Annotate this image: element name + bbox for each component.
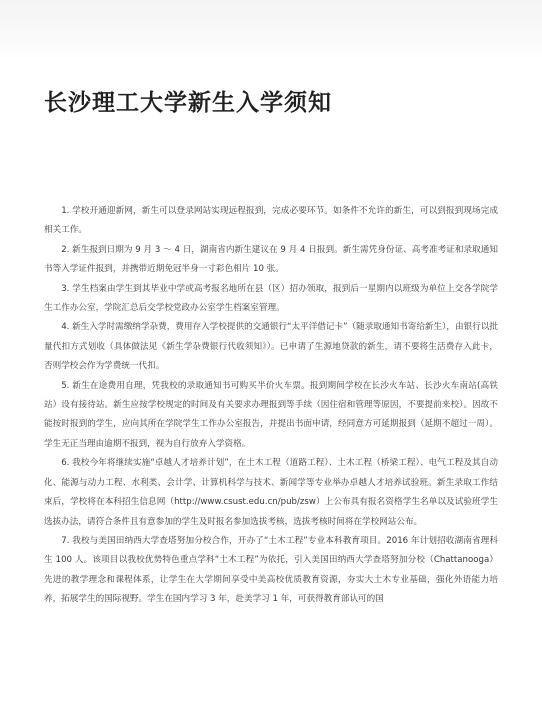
header-band: [0, 0, 542, 62]
notice-item-6: 6. 我校今年将继续实施“卓越人才培养计划”，在土木工程（道路工程）、土木工程（桥梁工程）、电气工程及其自动化、能源与动力工程、水利类、会计学、计算机科学与技术、新闻学等专业举办卓越人才培养试验班。新生录取工作结束后，学校将在本科招生信息网（http://www.csust.edu.cn/pub/zsw）上公布具有报名资格学生名单以及试验班学生选拔办法，请符合条件且有意参加的学生及时报名参加选拔考核，选拔考核时间将在学校网站公布。: [44, 458, 498, 527]
notice-item-1: 1. 学校开通迎新网，新生可以登录网站实现远程报到，完成必要环节。如条件不允许的新生，可以到报到现场完成相关工作。: [44, 206, 498, 236]
notice-body: [44, 202, 498, 610]
notice-item-7: 7. 我校与美国田纳西大学查塔努加分校合作，开办了“土木工程”专业本科教育项目。2016 年计划招收湖南省理科生 100 人。该项目以我校优势特色重点学科“土木工程”为依托，引入美国田纳西大学查塔努加分校（Chattanooga）先进的教学理念和课程体系，让学生在大学期间享受中美高校优质教育资源，夯实大土木专业基础，强化外语能力培养，拓展学生的国际视野。学生在国内学习 3 年，赴美学习 1 年，可获得教育部认可的国: [44, 535, 498, 605]
notice-item-4: 4. 新生入学时需缴纳学杂费，费用存入学校提供的交通银行“太平洋借记卡”（随录取通知书寄给新生），由银行以批量代扣方式划收（具体做法见《新生学杂费银行代收须知》）。已申请了生源地贷款的新生，请不要将生活费存入此卡，否则学校会作为学费统一代扣。: [44, 322, 498, 372]
notice-item-5: 5. 新生在途费用自理，凭我校的录取通知书可购买半价火车票。报到期间学校在长沙火车站、长沙火车南站(高铁站）设有接待站。新生应按学校规定的时间及有关要求办理报到等手续（因住宿和管理等原因，不要提前来校）。因故不能按时报到的学生，应向其所在学院学生工作办公室报告，并提出书面申请，经同意方可延期报到（延期不超过一周）。学生无正当理由逾期不报到，视为自行放弃入学资格。: [44, 380, 498, 449]
notice-item-2: 2. 新生报到日期为 9 月 3 ～ 4 日，湖南省内新生建议在 9 月 4 日报到。新生需凭身份证、高考准考证和录取通知书等入学证件报到，并携带近期免冠半身一寸彩色相片 10 张。: [44, 244, 498, 275]
page-title: 长沙理工大学新生入学须知: [44, 89, 332, 116]
notice-item-3: 3. 学生档案由学生到其毕业中学或高考报名地所在县（区）招办领取，报到后一星期内以班级为单位上交各学院学生工作办公室，学院汇总后交学校党政办公室学生档案室管理。: [44, 283, 498, 314]
